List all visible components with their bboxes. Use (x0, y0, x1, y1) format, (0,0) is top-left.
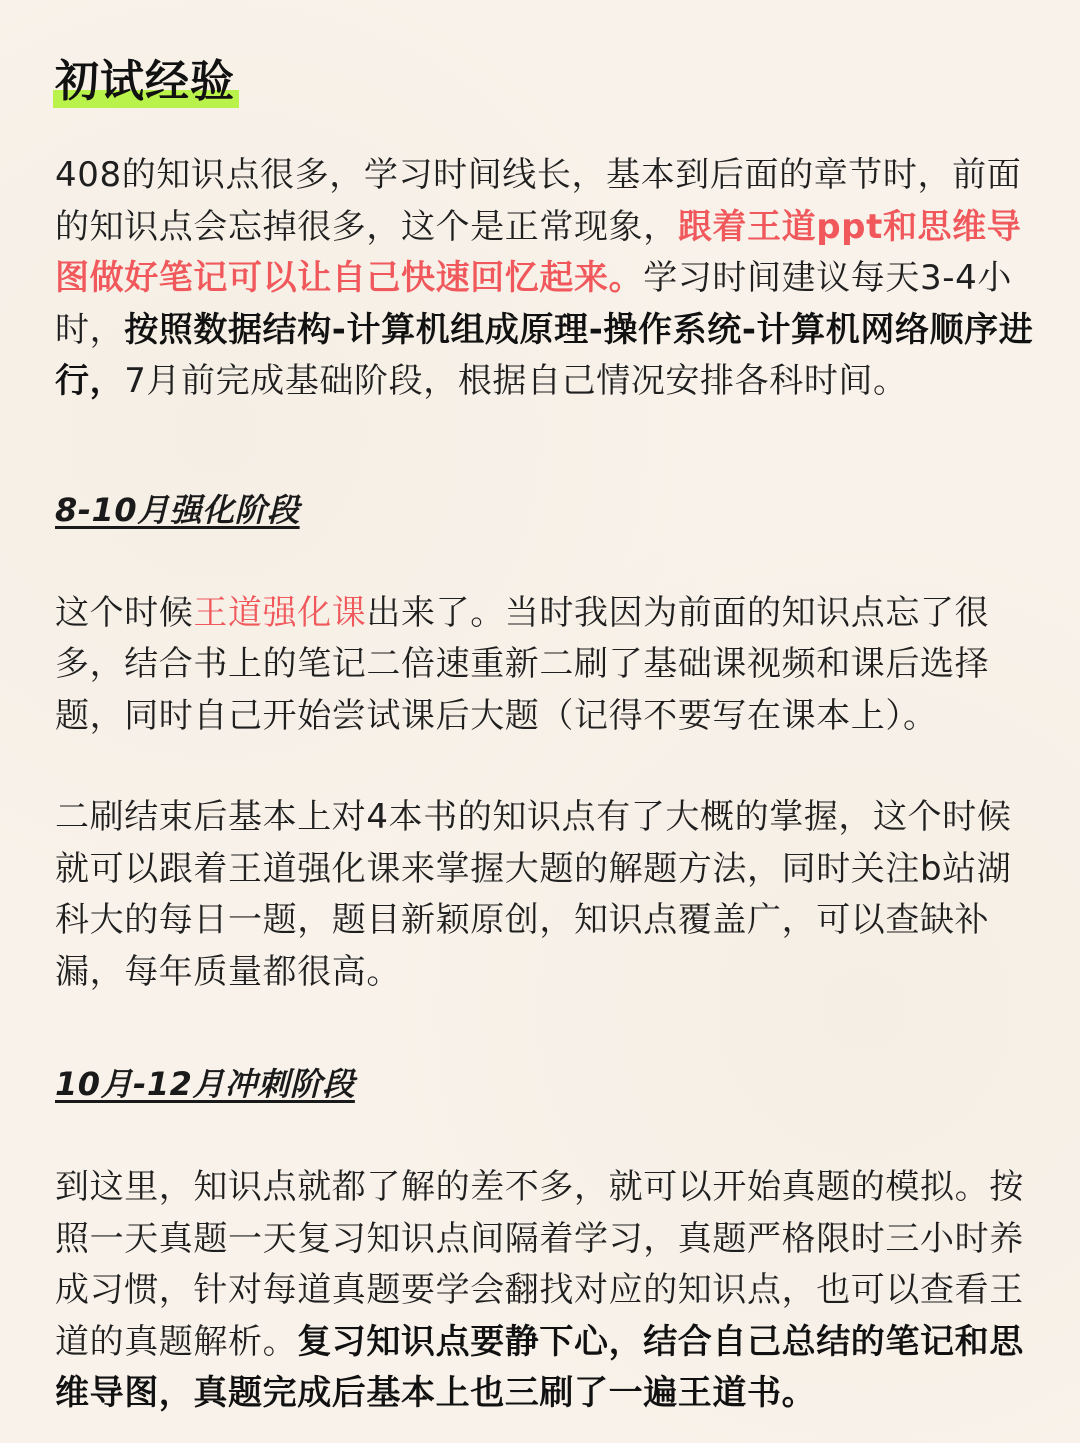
text: 这个时候 (55, 592, 194, 633)
text: 出来了。当时我因为前面的知识点忘了很多，结合书上的笔记二倍速重新二刷了基础课视频和课后选择题，同时自己开始尝试课后大题（记得不要写在课本上）。 (55, 592, 990, 736)
section-heading-sprint: 10月-12月冲刺阶段 (55, 1065, 355, 1103)
paragraph-strengthen (55, 588, 1040, 743)
text: 到这里，知识点就都了解的差不多，就可以开始真题的模拟。按照一天真题一天复习知识点间隔着学习，真题严格限时三小时养成习惯，针对每道真题要学会翻找对应的知识点，也可以查看王道的真题解析。 (55, 1167, 1024, 1362)
highlight-red-text: 跟着王道ppt和思维导图做好笔记可以让自己快速回忆起来。 (55, 206, 1022, 298)
paragraph-intro (55, 150, 1040, 408)
bold-text: 按照数据结构-计算机组成原理-操作系统-计算机网络顺序进行， (55, 309, 1034, 401)
section-heading-strengthen: 8-10月强化阶段 (55, 490, 300, 529)
paragraph-second-pass: 二刷结束后基本上对4本书的知识点有了大概的掌握，这个时候就可以跟着王道强化课来掌握大题的解题方法，同时关注b站湖科大的每日一题，题目新颖原创，知识点覆盖广，可以查缺补漏，每年质量都很高。 (55, 797, 1012, 992)
text: 学习时间建议每天3-4小时， (55, 258, 1012, 350)
text: 7月前完成基础阶段，根据自己情况安排各科时间。 (124, 361, 908, 401)
paragraph-sprint (55, 1162, 1040, 1420)
text: 408的知识点很多，学习时间线长，基本到后面的章节时，前面的知识点会忘掉很多，这个是正常现象， (55, 155, 1022, 247)
highlight-red-text: 王道强化课 (193, 592, 367, 633)
bold-text: 复习知识点要静下心，结合自己总结的笔记和思维导图，真题完成后基本上也三刷了一遍王道书。 (55, 1321, 1024, 1413)
title-block (55, 52, 235, 112)
page-title: 初试经验 (55, 56, 235, 107)
